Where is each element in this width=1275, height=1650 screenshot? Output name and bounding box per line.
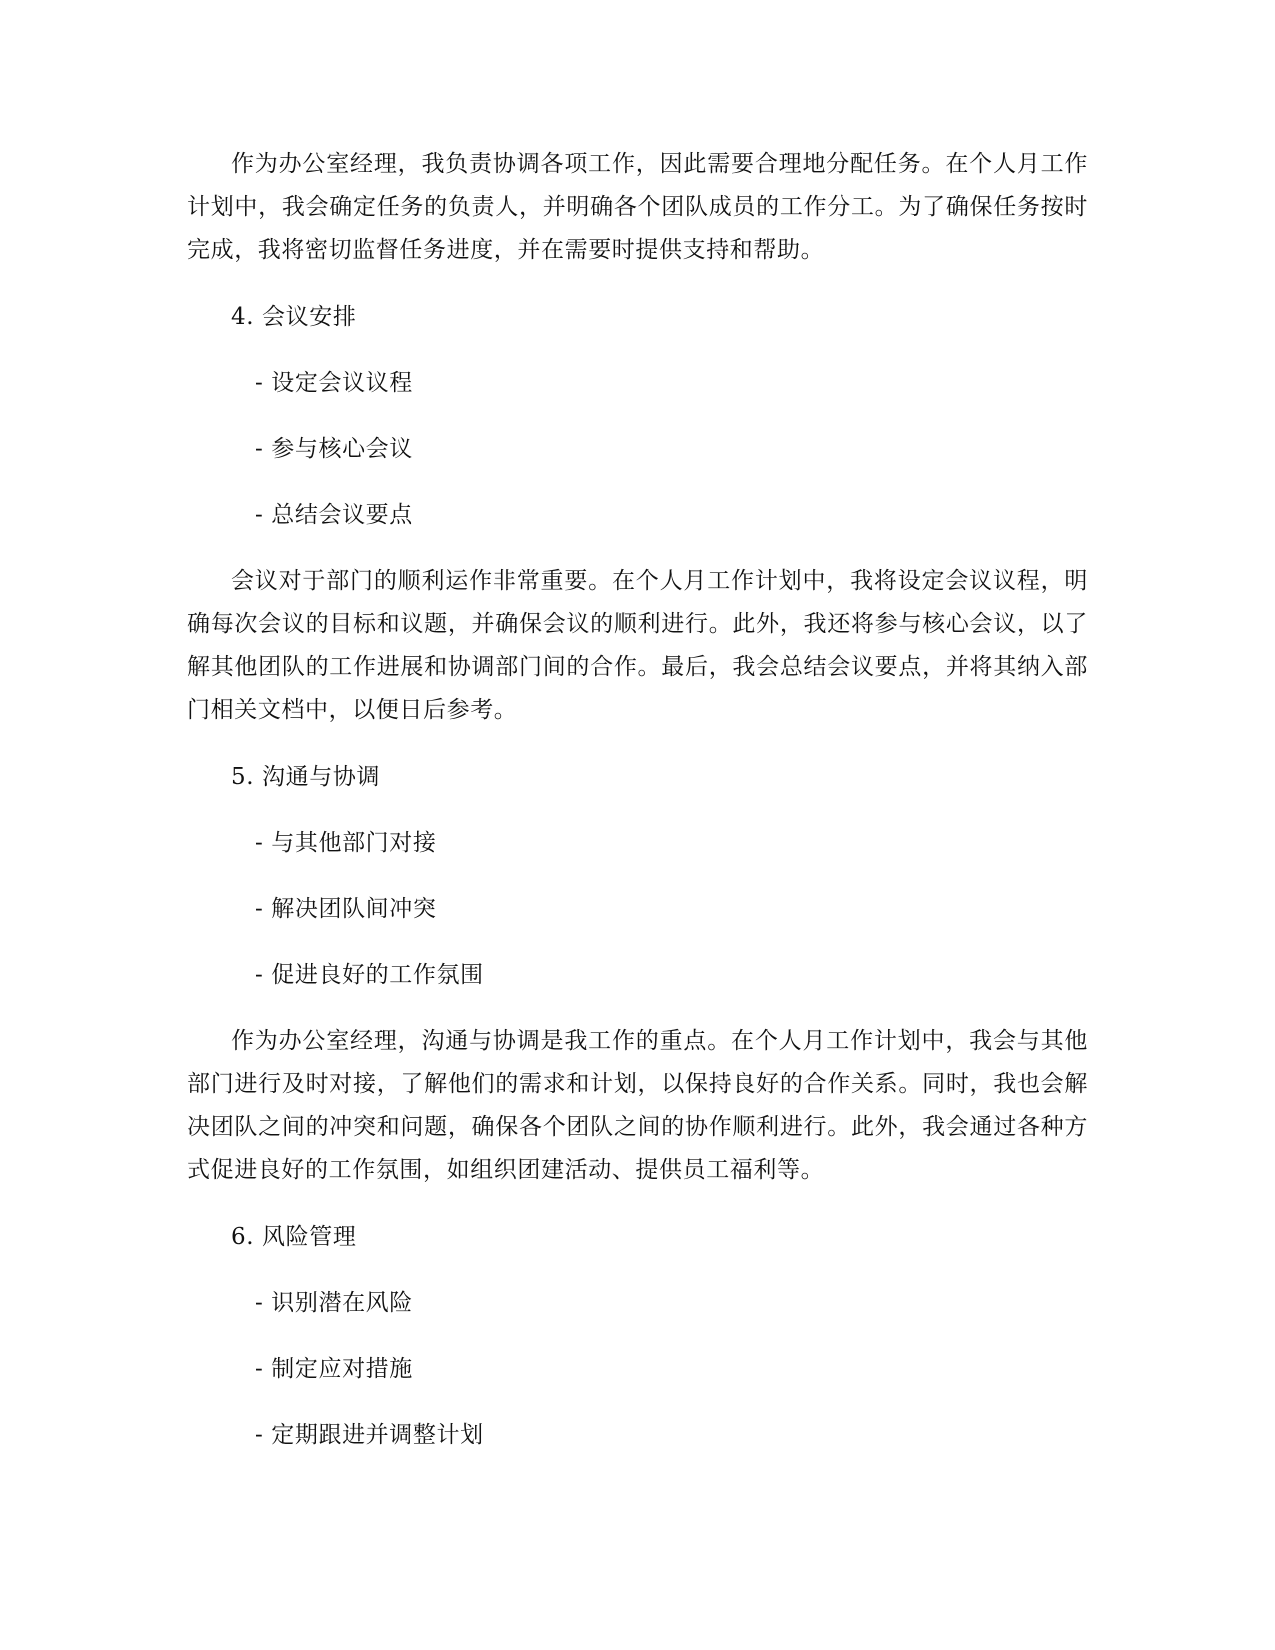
paragraph-meetings: 会议对于部门的顺利运作非常重要。在个人月工作计划中，我将设定会议议程，明确每次会议的目标和议题，并确保会议的顺利进行。此外，我还将参与核心会议，以了解其他团队的工作进展和协调部门间的合作。最后，我会总结会议要点，并将其纳入部门相关文档中，以便日后参考。 bbox=[187, 568, 1088, 723]
document-body bbox=[187, 143, 1088, 1457]
list-item: - 促进良好的工作氛围 bbox=[255, 962, 484, 988]
paragraph-communication: 作为办公室经理，沟通与协调是我工作的重点。在个人月工作计划中，我会与其他部门进行及时对接，了解他们的需求和计划，以保持良好的合作关系。同时，我也会解决团队之间的冲突和问题，确保各个团队之间的协作顺利进行。此外，我会通过各种方式促进良好的工作氛围，如组织团建活动、提供员工福利等。 bbox=[187, 1028, 1088, 1183]
section-heading-risk: 6. 风险管理 bbox=[231, 1224, 357, 1250]
list-item: - 解决团队间冲突 bbox=[255, 896, 437, 922]
list-item: - 制定应对措施 bbox=[255, 1356, 413, 1382]
section-heading-meetings: 4. 会议安排 bbox=[231, 304, 357, 330]
list-item: - 总结会议要点 bbox=[255, 502, 413, 528]
list-item: - 设定会议议程 bbox=[255, 370, 413, 396]
list-item: - 与其他部门对接 bbox=[255, 830, 437, 856]
list-item: - 参与核心会议 bbox=[255, 436, 413, 462]
list-item: - 定期跟进并调整计划 bbox=[255, 1422, 484, 1448]
paragraph-task-assignment: 作为办公室经理，我负责协调各项工作，因此需要合理地分配任务。在个人月工作计划中，我会确定任务的负责人，并明确各个团队成员的工作分工。为了确保任务按时完成，我将密切监督任务进度，并在需要时提供支持和帮助。 bbox=[187, 151, 1088, 263]
section-heading-communication: 5. 沟通与协调 bbox=[231, 764, 381, 790]
list-item: - 识别潜在风险 bbox=[255, 1290, 413, 1316]
